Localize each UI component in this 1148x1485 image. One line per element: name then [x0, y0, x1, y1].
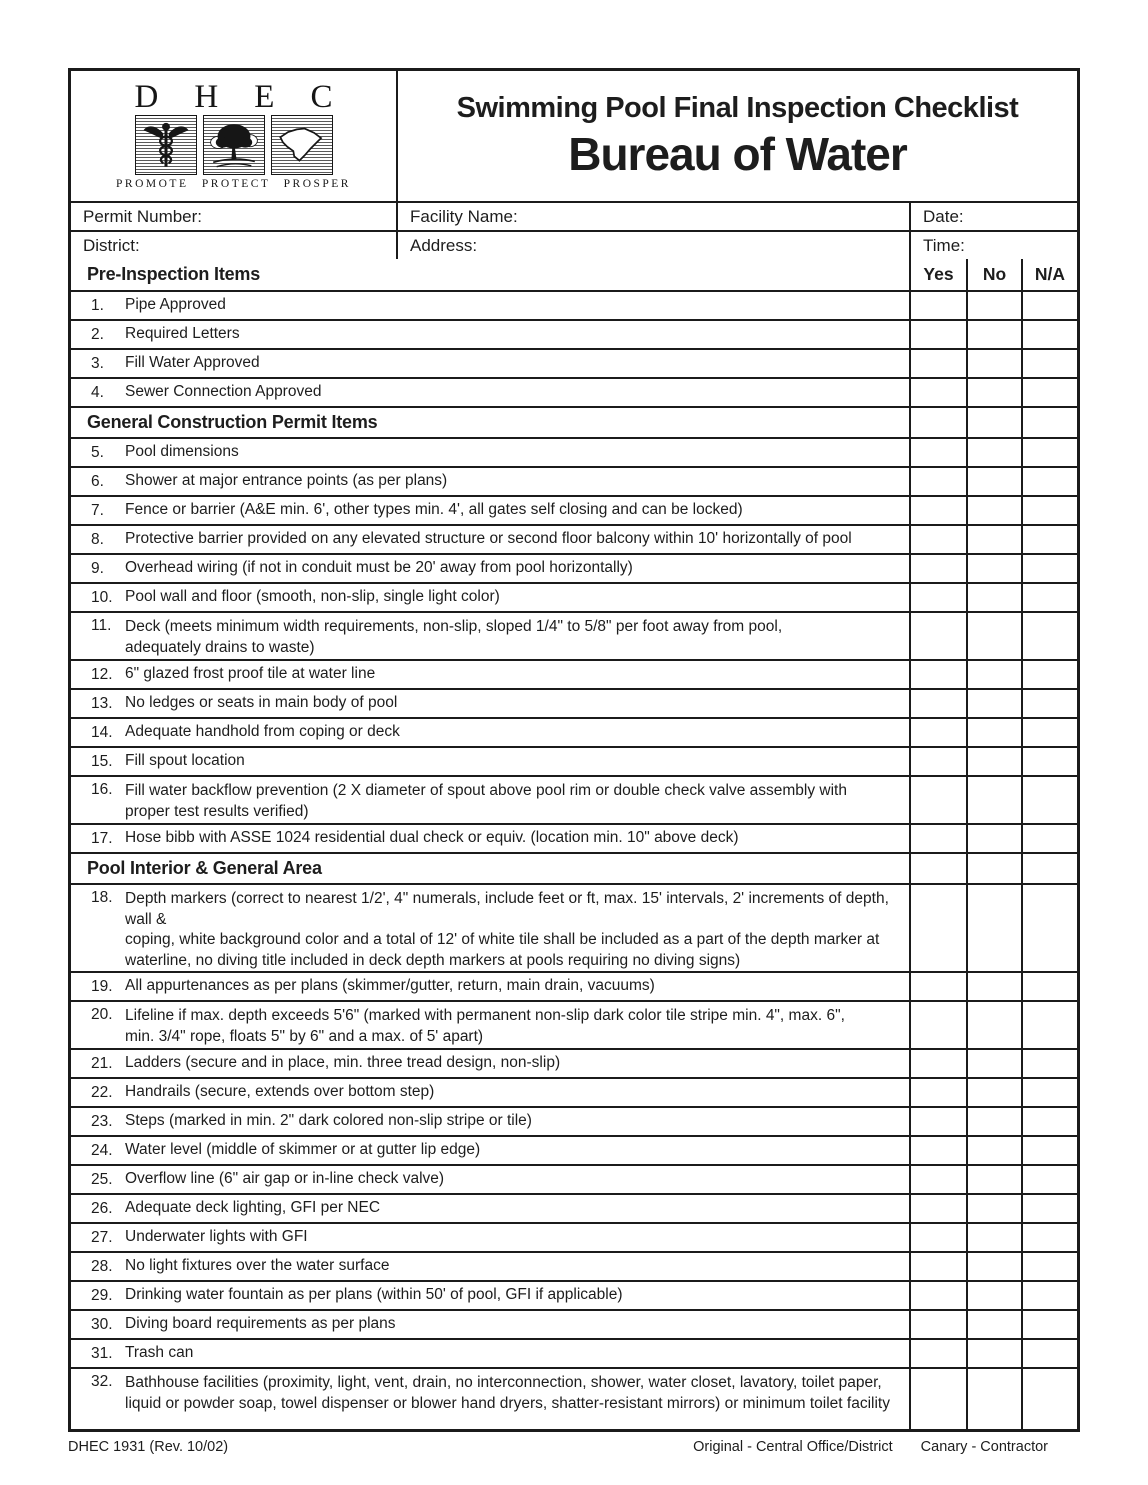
checklist-item-17 [71, 823, 1077, 852]
copy-canary: Canary - Contractor [920, 1439, 1048, 1455]
item-number: 32. [91, 1373, 113, 1390]
item-description: Fill water backflow prevention (2 X diameter of spout above pool rim or double check valve assembly with proper test results verified) [125, 782, 847, 820]
checklist-item-11 [71, 611, 1077, 659]
caduceus-icon [135, 115, 197, 175]
item-number: 7. [91, 501, 104, 519]
item-2-no-cell[interactable] [966, 321, 1021, 348]
item-description: Handrails (secure, extends over bottom step) [125, 1083, 435, 1101]
item-3-na-cell[interactable] [1021, 350, 1077, 377]
address-field[interactable] [396, 232, 909, 259]
item-31-na-cell[interactable] [1021, 1340, 1077, 1367]
checklist-item-29 [71, 1280, 1077, 1309]
dhec-letters [127, 79, 341, 115]
item-4-no-cell[interactable] [966, 379, 1021, 406]
item-number: 11. [91, 617, 112, 634]
permit-number-field[interactable] [71, 203, 396, 230]
checklist-item-13 [71, 688, 1077, 717]
checklist-item-8 [71, 524, 1077, 553]
form-footer [68, 1439, 1080, 1455]
item-description: Drinking water fountain as per plans (within 50' of pool, GFI if applicable) [125, 1286, 623, 1304]
form-header-row [71, 71, 1077, 201]
item-number: 8. [91, 530, 104, 548]
item-description: Hose bibb with ASSE 1024 residential dual check or equiv. (location min. 10" above deck) [125, 829, 739, 847]
info-row-2 [71, 230, 1077, 259]
south-carolina-icon [271, 115, 333, 175]
item-18-yes-cell[interactable] [909, 885, 966, 971]
item-3-yes-cell[interactable] [909, 350, 966, 377]
facility-name-field[interactable] [396, 203, 909, 230]
item-text-cell [71, 321, 909, 348]
item-21-yes-cell[interactable] [909, 1050, 966, 1077]
section-title: Pre-Inspection Items [87, 264, 261, 284]
item-description: Sewer Connection Approved [125, 383, 322, 401]
item-number: 2. [91, 325, 104, 343]
copy-original: Original - Central Office/District [693, 1439, 893, 1455]
checklist-item-9 [71, 553, 1077, 582]
item-description: Adequate deck lighting, GFI per NEC [125, 1199, 381, 1217]
item-32-na-cell[interactable] [1021, 1369, 1077, 1429]
permit-number-label: Permit Number: [83, 206, 203, 226]
item-number: 5. [91, 443, 104, 461]
checklist-item-2 [71, 319, 1077, 348]
item-number: 28. [91, 1257, 113, 1275]
item-description: No ledges or seats in main body of pool [125, 694, 398, 712]
dhec-letter: E [254, 79, 275, 115]
checklist-item-14 [71, 717, 1077, 746]
section-answer-spacer-no [966, 854, 1021, 883]
item-text-cell [71, 497, 909, 524]
item-description: Fence or barrier (A&E min. 6', other types min. 4', all gates self closing and can be locked) [125, 501, 743, 519]
item-27-na-cell[interactable] [1021, 1224, 1077, 1251]
item-text-cell [71, 661, 909, 688]
item-number: 9. [91, 559, 104, 577]
checklist-item-32 [71, 1367, 1077, 1429]
item-7-no-cell[interactable] [966, 497, 1021, 524]
item-description: Trash can [125, 1344, 194, 1362]
item-15-no-cell[interactable] [966, 748, 1021, 775]
item-text-cell [71, 719, 909, 746]
item-number: 30. [91, 1315, 113, 1333]
date-field[interactable] [909, 203, 1077, 230]
item-20-na-cell[interactable] [1021, 1002, 1077, 1048]
checklist-item-25 [71, 1164, 1077, 1193]
item-7-yes-cell[interactable] [909, 497, 966, 524]
item-18-no-cell[interactable] [966, 885, 1021, 971]
item-12-yes-cell[interactable] [909, 661, 966, 688]
item-description: Diving board requirements as per plans [125, 1315, 396, 1333]
item-description: No light fixtures over the water surface [125, 1257, 390, 1275]
item-11-na-cell[interactable] [1021, 613, 1077, 659]
item-26-yes-cell[interactable] [909, 1195, 966, 1222]
checklist-item-7 [71, 495, 1077, 524]
item-6-yes-cell[interactable] [909, 468, 966, 495]
column-header-na: N/A [1021, 259, 1077, 290]
item-description: Fill spout location [125, 752, 245, 770]
checklist-item-5 [71, 437, 1077, 466]
item-text-cell [71, 468, 909, 495]
address-label: Address: [410, 235, 478, 255]
item-description: 6" glazed frost proof tile at water line [125, 665, 376, 683]
item-30-yes-cell[interactable] [909, 1311, 966, 1338]
item-text-cell [71, 584, 909, 611]
time-field[interactable] [909, 232, 1077, 259]
item-5-no-cell[interactable] [966, 439, 1021, 466]
item-14-na-cell[interactable] [1021, 719, 1077, 746]
item-22-na-cell[interactable] [1021, 1079, 1077, 1106]
item-28-no-cell[interactable] [966, 1253, 1021, 1280]
item-11-yes-cell[interactable] [909, 613, 966, 659]
item-25-yes-cell[interactable] [909, 1166, 966, 1193]
item-number: 16. [91, 781, 113, 798]
item-description: Pool wall and floor (smooth, non-slip, single light color) [125, 588, 500, 606]
item-8-na-cell[interactable] [1021, 526, 1077, 553]
item-26-no-cell[interactable] [966, 1195, 1021, 1222]
item-number: 13. [91, 694, 113, 712]
facility-name-label: Facility Name: [410, 206, 518, 226]
item-text-cell [71, 1166, 909, 1193]
item-text-cell [71, 1224, 909, 1251]
copy-distribution [693, 1439, 1080, 1455]
document-subtitle: Bureau of Water [568, 127, 907, 180]
dhec-letter: D [134, 79, 159, 115]
section-header-pool-interior-general-area [71, 852, 1077, 883]
item-9-na-cell[interactable] [1021, 555, 1077, 582]
item-text-cell [71, 1311, 909, 1338]
item-25-na-cell[interactable] [1021, 1166, 1077, 1193]
section-answer-spacer-no [966, 408, 1021, 437]
item-22-yes-cell[interactable] [909, 1079, 966, 1106]
item-32-yes-cell[interactable] [909, 1369, 966, 1429]
item-description: Bathhouse facilities (proximity, light, vent, drain, no interconnection, shower, water closet, lavatory, toilet paper, liquid or powder soap, towel dispenser or blower hand dryers, shatter-resistant mirrors) or minimum toilet facility [125, 1374, 890, 1412]
item-text-cell [71, 777, 909, 823]
item-17-yes-cell[interactable] [909, 825, 966, 852]
item-description: Protective barrier provided on any elevated structure or second floor balcony within 10' horizontally of pool [125, 530, 852, 548]
item-text-cell [71, 973, 909, 1000]
item-20-no-cell[interactable] [966, 1002, 1021, 1048]
item-15-yes-cell[interactable] [909, 748, 966, 775]
item-13-no-cell[interactable] [966, 690, 1021, 717]
item-description: Required Letters [125, 325, 240, 343]
section-answer-spacer-na [1021, 408, 1077, 437]
item-text-cell [71, 825, 909, 852]
item-24-no-cell[interactable] [966, 1137, 1021, 1164]
item-1-yes-cell[interactable] [909, 292, 966, 319]
item-text-cell [71, 885, 909, 971]
section-header-pre-inspection-items [71, 259, 1077, 290]
item-number: 22. [91, 1083, 113, 1101]
checklist-item-30 [71, 1309, 1077, 1338]
item-description: Ladders (secure and in place, min. three tread design, non-slip) [125, 1054, 561, 1072]
checklist-item-27 [71, 1222, 1077, 1251]
item-text-cell [71, 1079, 909, 1106]
checklist-item-3 [71, 348, 1077, 377]
item-number: 23. [91, 1112, 113, 1130]
item-10-no-cell[interactable] [966, 584, 1021, 611]
item-text-cell [71, 379, 909, 406]
item-12-na-cell[interactable] [1021, 661, 1077, 688]
item-text-cell [71, 1137, 909, 1164]
checklist-item-23 [71, 1106, 1077, 1135]
item-30-na-cell[interactable] [1021, 1311, 1077, 1338]
checklist-item-31 [71, 1338, 1077, 1367]
item-text-cell [71, 1369, 909, 1429]
item-description: Underwater lights with GFI [125, 1228, 308, 1246]
item-3-no-cell[interactable] [966, 350, 1021, 377]
item-8-no-cell[interactable] [966, 526, 1021, 553]
item-19-na-cell[interactable] [1021, 973, 1077, 1000]
item-number: 31. [91, 1344, 113, 1362]
item-16-na-cell[interactable] [1021, 777, 1077, 823]
item-31-no-cell[interactable] [966, 1340, 1021, 1367]
item-6-na-cell[interactable] [1021, 468, 1077, 495]
item-1-na-cell[interactable] [1021, 292, 1077, 319]
item-24-na-cell[interactable] [1021, 1137, 1077, 1164]
item-4-yes-cell[interactable] [909, 379, 966, 406]
time-label: Time: [923, 235, 965, 255]
item-number: 12. [91, 665, 113, 683]
item-text-cell [71, 526, 909, 553]
item-text-cell [71, 1253, 909, 1280]
item-27-no-cell[interactable] [966, 1224, 1021, 1251]
item-8-yes-cell[interactable] [909, 526, 966, 553]
section-answer-spacer-yes [909, 854, 966, 883]
item-21-na-cell[interactable] [1021, 1050, 1077, 1077]
item-number: 24. [91, 1141, 113, 1159]
item-description: All appurtenances as per plans (skimmer/gutter, return, main drain, vacuums) [125, 977, 655, 995]
item-6-no-cell[interactable] [966, 468, 1021, 495]
item-14-no-cell[interactable] [966, 719, 1021, 746]
checklist-item-22 [71, 1077, 1077, 1106]
item-23-yes-cell[interactable] [909, 1108, 966, 1135]
title-block [396, 71, 1077, 201]
item-description: Lifeline if max. depth exceeds 5'6" (marked with permanent non-slip dark color tile stripe min. 4", max. 6", min. 3/4" rope, floats 5" by 6" and a max. of 5' apart) [125, 1007, 845, 1045]
column-header-no: No [966, 259, 1021, 290]
item-text-cell [71, 555, 909, 582]
item-18-na-cell[interactable] [1021, 885, 1077, 971]
item-30-no-cell[interactable] [966, 1311, 1021, 1338]
logo-motto: PROMOTE PROTECT PROSPER [116, 178, 351, 190]
item-number: 26. [91, 1199, 113, 1217]
item-12-no-cell[interactable] [966, 661, 1021, 688]
item-27-yes-cell[interactable] [909, 1224, 966, 1251]
item-number: 29. [91, 1286, 113, 1304]
item-24-yes-cell[interactable] [909, 1137, 966, 1164]
item-32-no-cell[interactable] [966, 1369, 1021, 1429]
checklist-item-28 [71, 1251, 1077, 1280]
item-description: Adequate handhold from coping or deck [125, 723, 400, 741]
item-29-na-cell[interactable] [1021, 1282, 1077, 1309]
item-13-yes-cell[interactable] [909, 690, 966, 717]
item-13-na-cell[interactable] [1021, 690, 1077, 717]
checklist-item-20 [71, 1000, 1077, 1048]
item-15-na-cell[interactable] [1021, 748, 1077, 775]
item-text-cell [71, 1195, 909, 1222]
item-10-yes-cell[interactable] [909, 584, 966, 611]
checklist-item-6 [71, 466, 1077, 495]
checklist-item-24 [71, 1135, 1077, 1164]
item-number: 21. [91, 1054, 113, 1072]
item-description: Water level (middle of skimmer or at gutter lip edge) [125, 1141, 481, 1159]
item-description: Deck (meets minimum width requirements, non-slip, sloped 1/4" to 5/8" per foot away from pool, adequately drains to waste) [125, 618, 783, 656]
item-26-na-cell[interactable] [1021, 1195, 1077, 1222]
checklist-item-19 [71, 971, 1077, 1000]
checklist-body [71, 259, 1077, 1429]
item-4-na-cell[interactable] [1021, 379, 1077, 406]
checklist-item-15 [71, 746, 1077, 775]
item-29-yes-cell[interactable] [909, 1282, 966, 1309]
item-number: 14. [91, 723, 113, 741]
item-text-cell [71, 1340, 909, 1367]
agency-logo [71, 71, 396, 201]
item-9-no-cell[interactable] [966, 555, 1021, 582]
item-number: 1. [91, 296, 104, 314]
item-text-cell [71, 690, 909, 717]
info-row-1 [71, 201, 1077, 230]
item-23-no-cell[interactable] [966, 1108, 1021, 1135]
section-title: Pool Interior & General Area [87, 858, 322, 878]
item-21-no-cell[interactable] [966, 1050, 1021, 1077]
item-number: 15. [91, 752, 113, 770]
item-20-yes-cell[interactable] [909, 1002, 966, 1048]
item-description: Pool dimensions [125, 443, 239, 461]
dhec-letter: C [310, 79, 333, 115]
item-number: 20. [91, 1006, 113, 1023]
inspection-form [68, 68, 1080, 1432]
item-29-no-cell[interactable] [966, 1282, 1021, 1309]
form-number: DHEC 1931 (Rev. 10/02) [68, 1439, 229, 1455]
section-answer-spacer-yes [909, 408, 966, 437]
item-2-na-cell[interactable] [1021, 321, 1077, 348]
item-25-no-cell[interactable] [966, 1166, 1021, 1193]
item-10-na-cell[interactable] [1021, 584, 1077, 611]
item-9-yes-cell[interactable] [909, 555, 966, 582]
date-label: Date: [923, 206, 964, 226]
logo-panels [135, 115, 333, 175]
item-14-yes-cell[interactable] [909, 719, 966, 746]
item-description: Fill Water Approved [125, 354, 260, 372]
checklist-item-26 [71, 1193, 1077, 1222]
item-description: Overhead wiring (if not in conduit must be 20' away from pool horizontally) [125, 559, 633, 577]
item-text-cell [71, 1002, 909, 1048]
district-label: District: [83, 235, 140, 255]
item-23-na-cell[interactable] [1021, 1108, 1077, 1135]
item-16-yes-cell[interactable] [909, 777, 966, 823]
item-31-yes-cell[interactable] [909, 1340, 966, 1367]
dhec-letter: H [194, 79, 219, 115]
tree-icon [203, 115, 265, 175]
checklist-item-10 [71, 582, 1077, 611]
item-text-cell [71, 292, 909, 319]
checklist-item-21 [71, 1048, 1077, 1077]
item-number: 19. [91, 977, 113, 995]
item-19-yes-cell[interactable] [909, 973, 966, 1000]
column-header-yes: Yes [909, 259, 966, 290]
section-header-general-construction-permit-items [71, 406, 1077, 437]
item-number: 6. [91, 472, 104, 490]
checklist-item-1 [71, 290, 1077, 319]
section-answer-spacer-na [1021, 854, 1077, 883]
item-16-no-cell[interactable] [966, 777, 1021, 823]
document-title: Swimming Pool Final Inspection Checklist [456, 91, 1019, 124]
item-number: 27. [91, 1228, 113, 1246]
item-text-cell [71, 1050, 909, 1077]
checklist-item-12 [71, 659, 1077, 688]
item-17-na-cell[interactable] [1021, 825, 1077, 852]
item-number: 25. [91, 1170, 113, 1188]
item-5-na-cell[interactable] [1021, 439, 1077, 466]
item-text-cell [71, 748, 909, 775]
item-description: Depth markers (correct to nearest 1/2', 4" numerals, include feet or ft, max. 15' intervals, 2' increments of depth, wall & coping, white background color and a total of 12' of white tile shall be included as a part of the depth marker at waterline, no diving title included in deck depth markers at pools requiring no diving signs) [125, 890, 889, 969]
item-description: Steps (marked in min. 2" dark colored non-slip stripe or tile) [125, 1112, 532, 1130]
item-11-no-cell[interactable] [966, 613, 1021, 659]
item-description: Shower at major entrance points (as per plans) [125, 472, 448, 490]
item-19-no-cell[interactable] [966, 973, 1021, 1000]
checklist-item-18 [71, 883, 1077, 971]
item-28-yes-cell[interactable] [909, 1253, 966, 1280]
item-number: 3. [91, 354, 104, 372]
item-17-no-cell[interactable] [966, 825, 1021, 852]
item-number: 10. [91, 588, 113, 606]
item-text-cell [71, 1282, 909, 1309]
item-description: Overflow line (6" air gap or in-line check valve) [125, 1170, 445, 1188]
item-text-cell [71, 439, 909, 466]
checklist-item-16 [71, 775, 1077, 823]
item-number: 17. [91, 829, 113, 847]
item-7-na-cell[interactable] [1021, 497, 1077, 524]
item-text-cell [71, 613, 909, 659]
item-number: 18. [91, 889, 113, 906]
item-number: 4. [91, 383, 104, 401]
item-28-na-cell[interactable] [1021, 1253, 1077, 1280]
item-description: Pipe Approved [125, 296, 226, 314]
district-field[interactable] [71, 232, 396, 259]
item-1-no-cell[interactable] [966, 292, 1021, 319]
item-2-yes-cell[interactable] [909, 321, 966, 348]
item-text-cell [71, 350, 909, 377]
section-title: General Construction Permit Items [87, 412, 378, 432]
item-5-yes-cell[interactable] [909, 439, 966, 466]
item-text-cell [71, 1108, 909, 1135]
checklist-item-4 [71, 377, 1077, 406]
item-22-no-cell[interactable] [966, 1079, 1021, 1106]
